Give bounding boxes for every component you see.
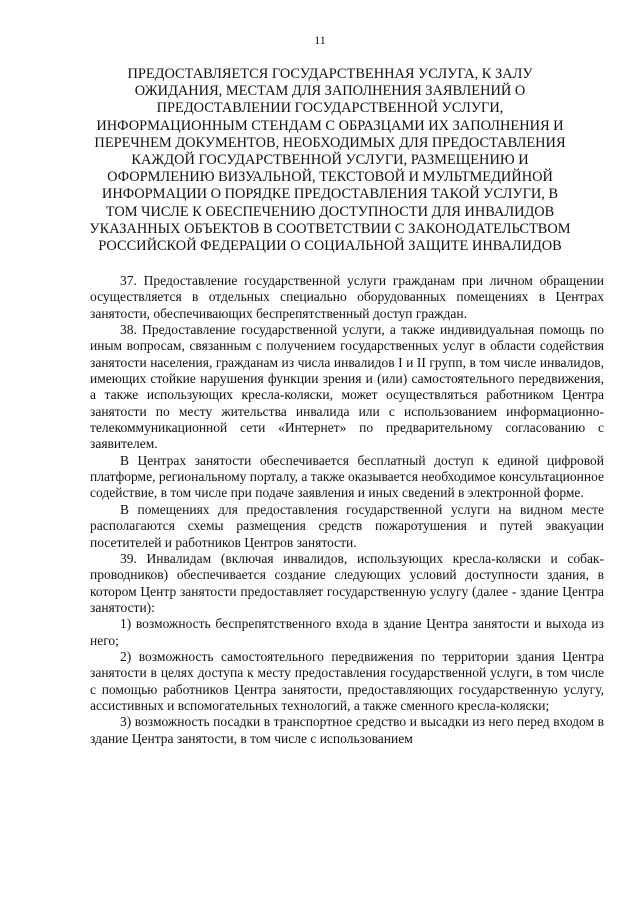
page-number: 11 bbox=[314, 33, 326, 47]
document-body bbox=[90, 273, 604, 747]
heading-line: ИНФОРМАЦИИ О ПОРЯДКЕ ПРЕДОСТАВЛЕНИЯ ТАКОЙ УСЛУГИ, В bbox=[101, 186, 559, 203]
heading-line: РОССИЙСКОЙ ФЕДЕРАЦИИ О СОЦИАЛЬНОЙ ЗАЩИТЕ ИНВАЛИДОВ bbox=[98, 238, 562, 255]
paragraph-digital-access: В Центрах занятости обеспечивается бесплатный доступ к единой цифровой платформе, региональному порталу, а также оказывается необходимое консультационное содействие, в том числе при подаче заявления и иных сведений в электронной форме. bbox=[90, 452, 604, 501]
heading-line: ИНФОРМАЦИОННЫМ СТЕНДАМ С ОБРАЗЦАМИ ИХ ЗАПОЛНЕНИЯ И bbox=[96, 117, 564, 134]
heading-line: ПРЕДОСТАВЛЕНИИ ГОСУДАРСТВЕННОЙ УСЛУГИ, bbox=[156, 100, 504, 117]
paragraph-evacuation-schemes: В помещениях для предоставления государственной услуги на видном месте располагаются схемы размещения средств пожаротушения и путей эвакуации посетителей и работников Центров занятости. bbox=[90, 501, 604, 550]
heading-line: ОЖИДАНИЯ, МЕСТАМ ДЛЯ ЗАПОЛНЕНИЯ ЗАЯВЛЕНИЙ О bbox=[134, 83, 526, 100]
heading-line: ТОМ ЧИСЛЕ К ОБЕСПЕЧЕНИЮ ДОСТУПНОСТИ ДЛЯ ИНВАЛИДОВ bbox=[105, 203, 555, 220]
paragraph-38: 38. Предоставление государственной услуги, а также индивидуальная помощь по иным вопросам, связанным с получением государственных услуг в области содействия занятости населения, гражданам из числа инвалидов I и II групп, в том числе инвалидов, имеющих стойкие нарушения функции зрения и (или) самостоятельного передвижения, а также использующих кресла-коляски, может осуществляться работником Центра занятости по месту жительства инвалида или с использованием информационно-телекоммуникационной сети «Интернет» по предварительному согласованию с заявителем. bbox=[90, 322, 604, 452]
heading-line: ПРЕДОСТАВЛЯЕТСЯ ГОСУДАРСТВЕННАЯ УСЛУГА, К ЗАЛУ bbox=[127, 66, 533, 82]
paragraph-39: 39. Инвалидам (включая инвалидов, использующих кресла-коляски и собак-проводников) обеспечивается создание следующих условий доступности здания, в котором Центр занятости предоставляет государственную услугу (далее - здание Центра занятости): bbox=[90, 550, 604, 615]
list-item-3: 3) возможность посадки в транспортное средство и высадки из него перед входом в здание Центра занятости, в том числе с использованием bbox=[90, 714, 604, 746]
heading-line: ОФОРМЛЕНИЮ ВИЗУАЛЬНОЙ, ТЕКСТОВОЙ И МУЛЬТМЕДИЙНОЙ bbox=[107, 169, 553, 186]
heading-line: УКАЗАННЫХ ОБЪЕКТОВ В СООТВЕТСТВИИ С ЗАКОНОДАТЕЛЬСТВОМ bbox=[89, 220, 571, 237]
section-heading bbox=[80, 66, 580, 255]
paragraph-37: 37. Предоставление государственной услуги гражданам при личном обращении осуществляется в отдельных специально оборудованных помещениях в Центрах занятости, обеспечивающих беспрепятственный доступ граждан. bbox=[90, 273, 604, 321]
heading-line: КАЖДОЙ ГОСУДАРСТВЕННОЙ УСЛУГИ, РАЗМЕЩЕНИЮ И bbox=[131, 152, 529, 169]
list-item-2: 2) возможность самостоятельного передвижения по территории здания Центра занятости в целях доступа к месту предоставления государственной услуги, в том числе с помощью работников Центра занятости, предоставляющих государственную услугу, ассистивных и вспомогательных технологий, а также сменного кресла-коляски; bbox=[90, 648, 604, 713]
list-item-1: 1) возможность беспрепятственного входа в здание Центра занятости и выхода из него; bbox=[90, 616, 604, 648]
heading-line: ПЕРЕЧНЕМ ДОКУМЕНТОВ, НЕОБХОДИМЫХ ДЛЯ ПРЕДОСТАВЛЕНИЯ bbox=[94, 134, 566, 151]
